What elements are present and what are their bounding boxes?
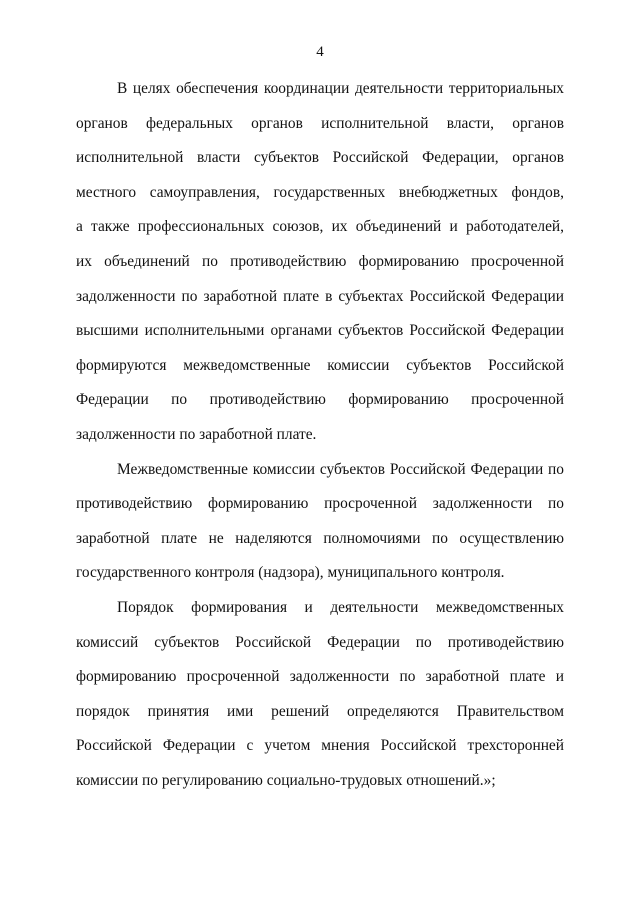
text-line: Федерации по противодействию формированию просроченной: [76, 391, 564, 409]
text-line: Порядок формирования и деятельности межведомственных: [117, 598, 564, 616]
text-line: порядок принятия ими решений определяются Правительством: [76, 702, 564, 720]
paragraph-commissions-powers: [76, 453, 564, 591]
text-line: а также профессиональных союзов, их объединений и работодателей,: [76, 218, 564, 236]
page-number: 4: [316, 44, 324, 60]
text-line: исполнительной власти субъектов Российской Федерации, органов: [76, 149, 564, 167]
text-line: комиссий субъектов Российской Федерации по противодействию: [76, 633, 564, 651]
text-line: высшими исполнительными органами субъектов Российской Федерации: [76, 322, 564, 340]
text-line: Российской Федерации с учетом мнения Российской трехсторонней: [76, 737, 564, 755]
text-line: заработной плате не наделяются полномочиями по осуществлению: [76, 529, 564, 547]
text-line: формируются межведомственные комиссии субъектов Российской: [76, 356, 564, 374]
text-line: органов федеральных органов исполнительной власти, органов: [76, 114, 564, 132]
text-line: В целях обеспечения координации деятельности территориальных: [117, 80, 564, 97]
text-line: государственного контроля (надзора), муниципального контроля.: [76, 564, 505, 582]
paragraph-coordination: [76, 72, 564, 453]
text-line: задолженности по заработной плате в субъектах Российской Федерации: [76, 287, 564, 305]
text-line: Межведомственные комиссии субъектов Российской Федерации по: [117, 460, 564, 478]
paragraph-procedure: [76, 591, 564, 799]
text-line: задолженности по заработной плате.: [76, 425, 317, 443]
text-line: местного самоуправления, государственных внебюджетных фондов,: [76, 183, 564, 201]
text-line: формированию просроченной задолженности по заработной плате и: [76, 668, 564, 686]
text-line: их объединений по противодействию формированию просроченной: [76, 252, 564, 270]
text-line: комиссии по регулированию социально-трудовых отношений.»;: [76, 771, 496, 789]
document-body: [76, 72, 564, 798]
text-line: противодействию формированию просроченной задолженности по: [76, 495, 564, 513]
